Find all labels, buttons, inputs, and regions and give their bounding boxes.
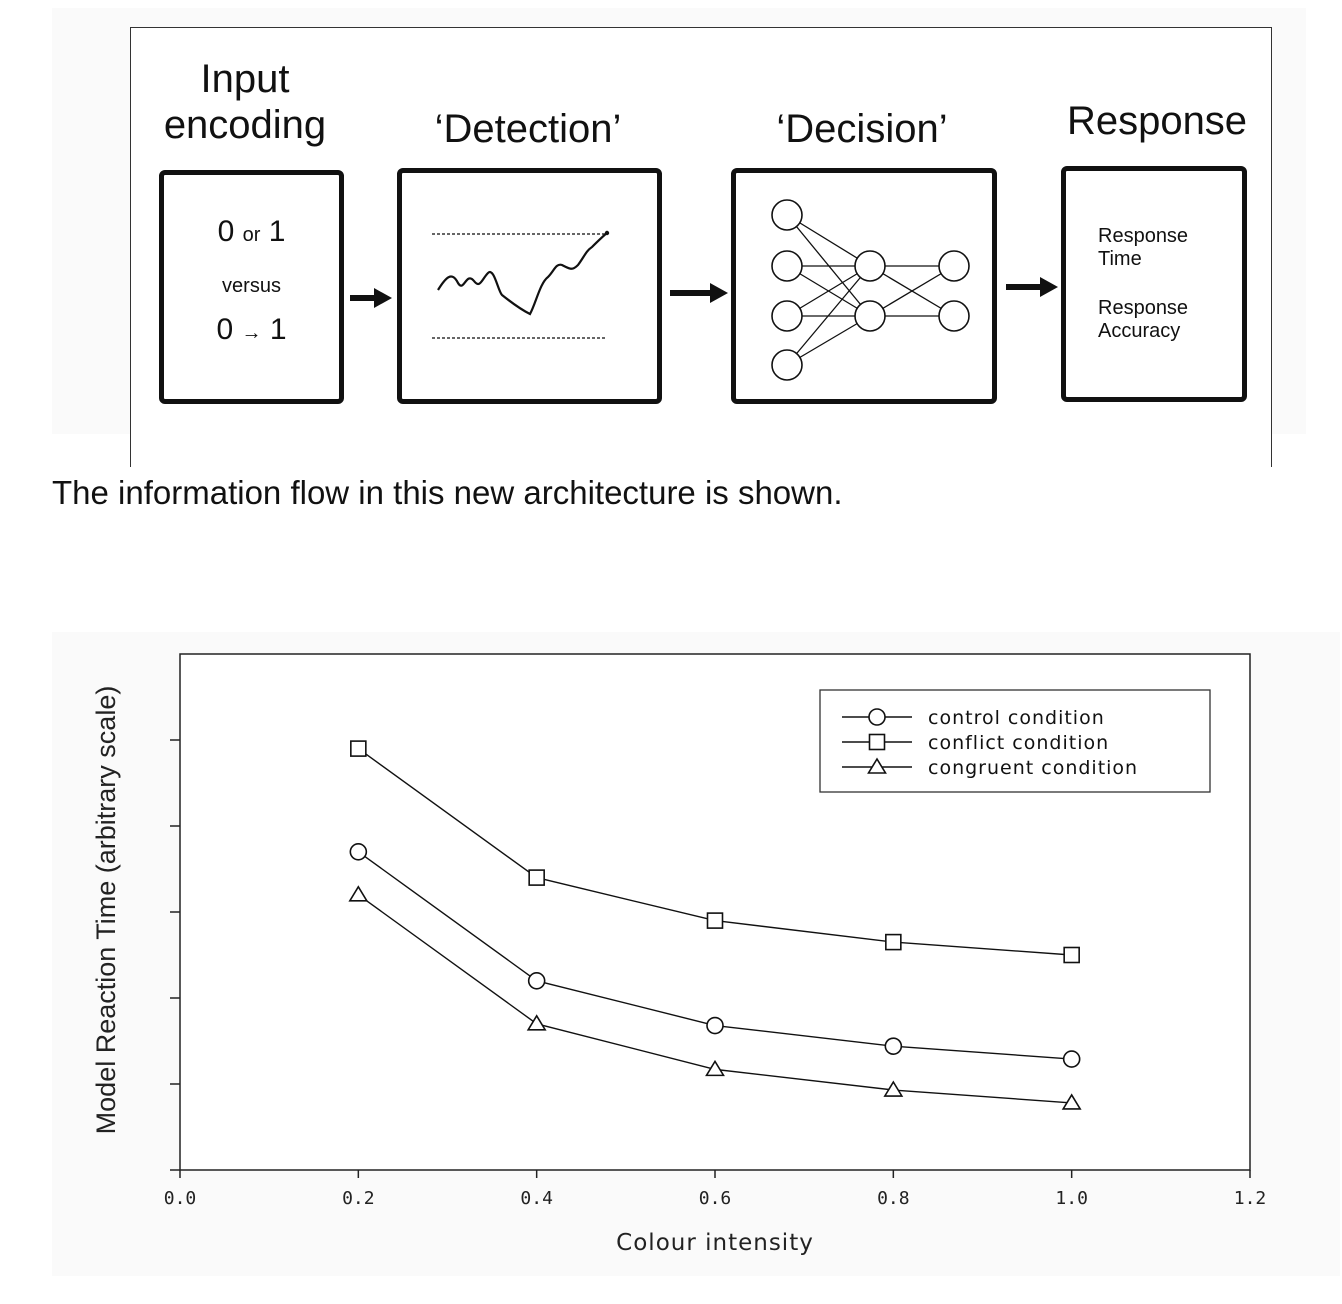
x-tick-label-2: 0.4 bbox=[520, 1188, 553, 1209]
or-word: or bbox=[242, 224, 261, 246]
response-accuracy-line1: Response bbox=[1098, 297, 1189, 319]
x-tick-label-3: 0.6 bbox=[698, 1188, 732, 1209]
digit-zero: 0 bbox=[217, 215, 235, 248]
stage-title-line1: Input bbox=[200, 57, 290, 101]
data-point-square-1 bbox=[529, 870, 544, 885]
y-axis-title: Model Reaction Time (arbitrary scale) bbox=[91, 685, 121, 1135]
data-point-square-0 bbox=[351, 741, 366, 756]
diffusion-trace-icon bbox=[402, 173, 657, 399]
response-time-line1: Response bbox=[1098, 225, 1189, 247]
data-point-circle-0 bbox=[350, 844, 366, 860]
input-encoding-box bbox=[159, 170, 344, 404]
versus-label: versus bbox=[222, 275, 281, 297]
stage-title-input-encoding bbox=[152, 56, 338, 148]
data-point-square-3 bbox=[886, 935, 901, 950]
data-point-square-4 bbox=[1064, 948, 1079, 963]
ramp-arrow-icon: → bbox=[241, 322, 262, 344]
stage-title-response: Response bbox=[1066, 99, 1248, 143]
response-time-label bbox=[1098, 225, 1188, 271]
digit-one: 1 bbox=[268, 215, 286, 248]
data-point-circle-1 bbox=[529, 973, 545, 989]
response-time-line2: Time bbox=[1098, 248, 1142, 270]
x-tick-label-1: 0.2 bbox=[342, 1188, 375, 1209]
legend-label-0: control condition bbox=[928, 707, 1105, 729]
response-accuracy-line2: Accuracy bbox=[1098, 320, 1181, 342]
chart-svg bbox=[52, 632, 1340, 1276]
arrow-right-icon bbox=[348, 286, 394, 310]
stage-title-decision: ‘Decision’ bbox=[776, 107, 948, 151]
x-tick-label-6: 1.2 bbox=[1233, 1188, 1267, 1209]
architecture-diagram bbox=[52, 8, 1306, 434]
ramp-to: 1 bbox=[269, 313, 287, 346]
stage-title-detection: ‘Detection’ bbox=[434, 107, 622, 151]
legend-marker-circle bbox=[869, 709, 885, 725]
binary-input-label bbox=[164, 215, 339, 249]
x-tick-label-4: 0.8 bbox=[877, 1188, 910, 1209]
x-tick-label-0: 0.0 bbox=[163, 1188, 197, 1209]
legend-marker-square bbox=[870, 735, 885, 750]
reaction-time-chart bbox=[52, 632, 1340, 1276]
ramp-from: 0 bbox=[216, 313, 234, 346]
stage-title-line2: encoding bbox=[163, 103, 327, 147]
data-point-circle-3 bbox=[885, 1038, 901, 1054]
data-point-circle-4 bbox=[1064, 1051, 1080, 1067]
x-axis-title: Colour intensity bbox=[616, 1230, 814, 1256]
x-tick-label-5: 1.0 bbox=[1055, 1188, 1088, 1209]
arrow-right-icon bbox=[668, 281, 730, 305]
response-box bbox=[1061, 166, 1247, 402]
neural-network-icon bbox=[736, 173, 992, 399]
legend-label-1: conflict condition bbox=[928, 732, 1110, 754]
detection-box bbox=[397, 168, 662, 404]
response-accuracy-label bbox=[1098, 297, 1188, 343]
legend-label-2: congruent condition bbox=[928, 757, 1139, 779]
decision-box bbox=[731, 168, 997, 404]
ramp-input-label bbox=[164, 313, 339, 347]
figure-caption: The information flow in this new architecture is shown. bbox=[52, 474, 843, 511]
data-point-square-2 bbox=[708, 913, 723, 928]
arrow-right-icon bbox=[1004, 275, 1060, 299]
data-point-circle-2 bbox=[707, 1018, 723, 1034]
